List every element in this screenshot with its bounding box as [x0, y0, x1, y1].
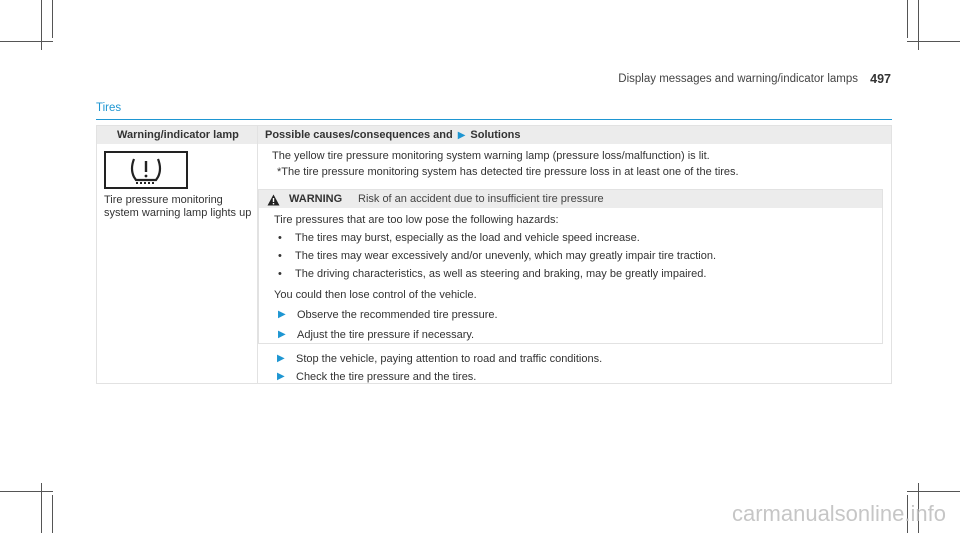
warning-triangle-icon: [267, 193, 280, 211]
lamp-description: Tire pressure monitoring system warning lamp lights up: [104, 194, 252, 219]
solution-step: Stop the vehicle, paying attention to road and traffic conditions.: [296, 353, 603, 365]
bullet-icon: •: [278, 250, 282, 262]
warning-step: Adjust the tire pressure if necessary.: [297, 329, 475, 341]
section-divider: [96, 119, 892, 120]
step-arrow-icon: ▶: [278, 329, 286, 340]
crop-mark: [907, 0, 908, 38]
warning-step: Observe the recommended tire pressure.: [297, 309, 498, 321]
crop-mark: [0, 491, 53, 492]
step-arrow-icon: ▶: [277, 371, 285, 382]
arrow-right-icon: ▶: [457, 129, 466, 141]
crop-mark: [52, 0, 53, 38]
warning-box: [258, 189, 883, 344]
warning-header: [259, 190, 882, 208]
page-number: 497: [870, 72, 891, 86]
section-title: Tires: [96, 102, 122, 114]
hazard-item: The tires may wear excessively and/or unevenly, which may greatly impair tire traction.: [295, 250, 717, 262]
step-arrow-icon: ▶: [278, 309, 286, 320]
warning-lamp-table: [96, 125, 892, 384]
column-header-causes-text: Possible causes/consequences and: [265, 129, 453, 141]
hazard-item: The driving characteristics, as well as steering and braking, may be greatly impaired.: [295, 268, 707, 280]
column-header-solutions-text: Solutions: [470, 129, 521, 141]
column-header-lamp: Warning/indicator lamp: [117, 129, 239, 141]
warning-label: WARNING: [289, 193, 343, 205]
warning-title: Risk of an accident due to insufficient tire pressure: [358, 193, 604, 205]
crop-mark: [918, 0, 919, 50]
crop-mark: [907, 41, 960, 42]
hazard-item: The tires may burst, especially as the load and vehicle speed increase.: [295, 232, 640, 244]
bullet-icon: •: [278, 232, 282, 244]
table-header: [97, 126, 891, 144]
crop-mark: [52, 495, 53, 533]
solution-step: Check the tire pressure and the tires.: [296, 371, 477, 383]
column-header-causes: [265, 129, 521, 141]
tire-pressure-warning-icon: [104, 151, 188, 189]
bullet-icon: •: [278, 268, 282, 280]
crop-mark: [0, 41, 53, 42]
warning-closing: You could then lose control of the vehicle.: [274, 289, 477, 301]
step-arrow-icon: ▶: [277, 353, 285, 364]
running-header: Display messages and warning/indicator lamps: [618, 73, 858, 85]
watermark: carmanualsonline.info: [731, 501, 946, 526]
warning-lead: Tire pressures that are too low pose the following hazards:: [274, 214, 559, 226]
intro-text-2: *The tire pressure monitoring system has detected tire pressure loss in at least one of the tires.: [277, 166, 739, 178]
crop-mark: [907, 491, 960, 492]
crop-mark: [41, 0, 42, 50]
intro-text-1: The yellow tire pressure monitoring system warning lamp (pressure loss/malfunction) is lit.: [272, 150, 710, 162]
